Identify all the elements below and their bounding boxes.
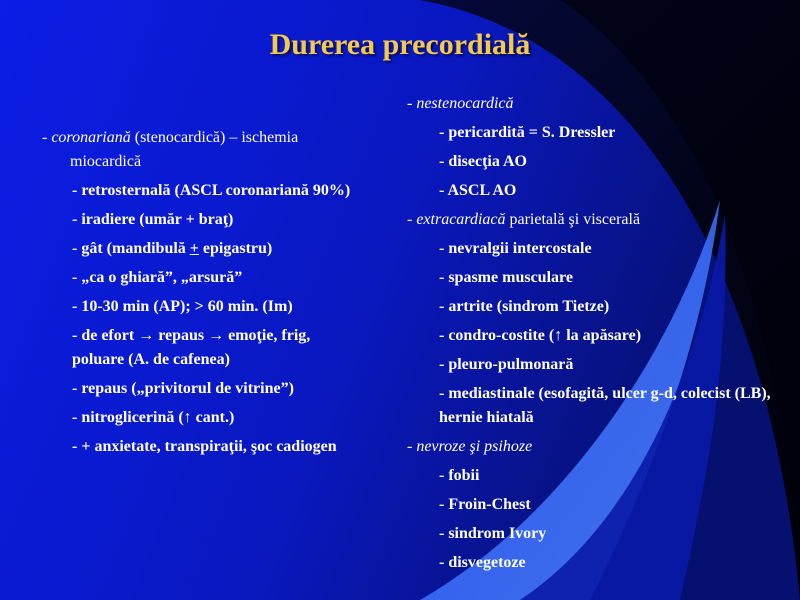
list-item: - disvegetoze	[439, 554, 526, 571]
list-item: - Froin-Chest	[439, 496, 531, 513]
list-item: - sindrom Ivory	[439, 525, 547, 542]
group-header-rest: parietală şi viscerală	[505, 211, 641, 228]
group-header-extracardiaca	[407, 208, 787, 232]
list-item: - spasme musculare	[439, 269, 573, 286]
list-item: - pericardită = S. Dressler	[439, 124, 616, 141]
group-header-nestenocardica	[407, 92, 787, 116]
list-item: - disecţia AO	[439, 153, 527, 170]
list-item: - fobii	[439, 467, 480, 484]
list-item: - nitroglicerină (↑ cant.)	[72, 409, 235, 426]
group-header-dash: -	[407, 95, 417, 112]
list-item: - de efort → repaus → emoţie, frig, poluare (A. de cafenea)	[72, 327, 311, 368]
list-item: - artrite (sindrom Tietze)	[439, 298, 610, 315]
list-item: - pleuro-pulmonară	[439, 356, 574, 373]
list-item: - retrosternală (ASCL coronariană 90%)	[72, 182, 351, 199]
group-header-dash: -	[407, 438, 417, 455]
list-item: - iradiere (umăr + braţ)	[72, 211, 234, 228]
slide-title: Durerea precordială	[269, 28, 531, 61]
plus-minus-symbol: +	[189, 240, 199, 257]
list-item: - mediastinale (esofagită, ulcer g-d, colecist (LB), hernie hiatală	[439, 385, 771, 426]
list-item	[42, 237, 352, 261]
list-item: - „ca o ghiară”, „arsură”	[72, 269, 243, 286]
list-item-text: epigastru)	[198, 240, 273, 257]
group-header-label: nestenocardică	[416, 95, 514, 112]
list-item: - nevralgii intercostale	[439, 240, 592, 257]
list-item: - repaus („privitorul de vitrine”)	[72, 380, 294, 397]
list-item: - condro-costite (↑ la apăsare)	[439, 327, 642, 344]
group-header-dash: -	[407, 211, 417, 228]
group-header-label: nevroze şi psihoze	[416, 438, 533, 455]
coronary-header-rest: (stenocardică) – ischemia miocardică	[70, 129, 299, 170]
coronary-header-dash: -	[42, 129, 52, 146]
list-item: - ASCL AO	[439, 182, 517, 199]
coronary-header-label: coronariană	[51, 129, 131, 146]
coronary-header	[42, 126, 352, 174]
right-column	[407, 92, 787, 580]
list-item: - + anxietate, transpiraţii, şoc cadiogen	[72, 438, 337, 455]
group-header-label: extracardiacă	[416, 211, 506, 228]
list-item-text: - gât (mandibulă	[72, 240, 190, 257]
list-item: - 10-30 min (AP); > 60 min. (Im)	[72, 298, 293, 315]
left-column	[42, 126, 352, 464]
group-header-nevroze	[407, 435, 787, 459]
